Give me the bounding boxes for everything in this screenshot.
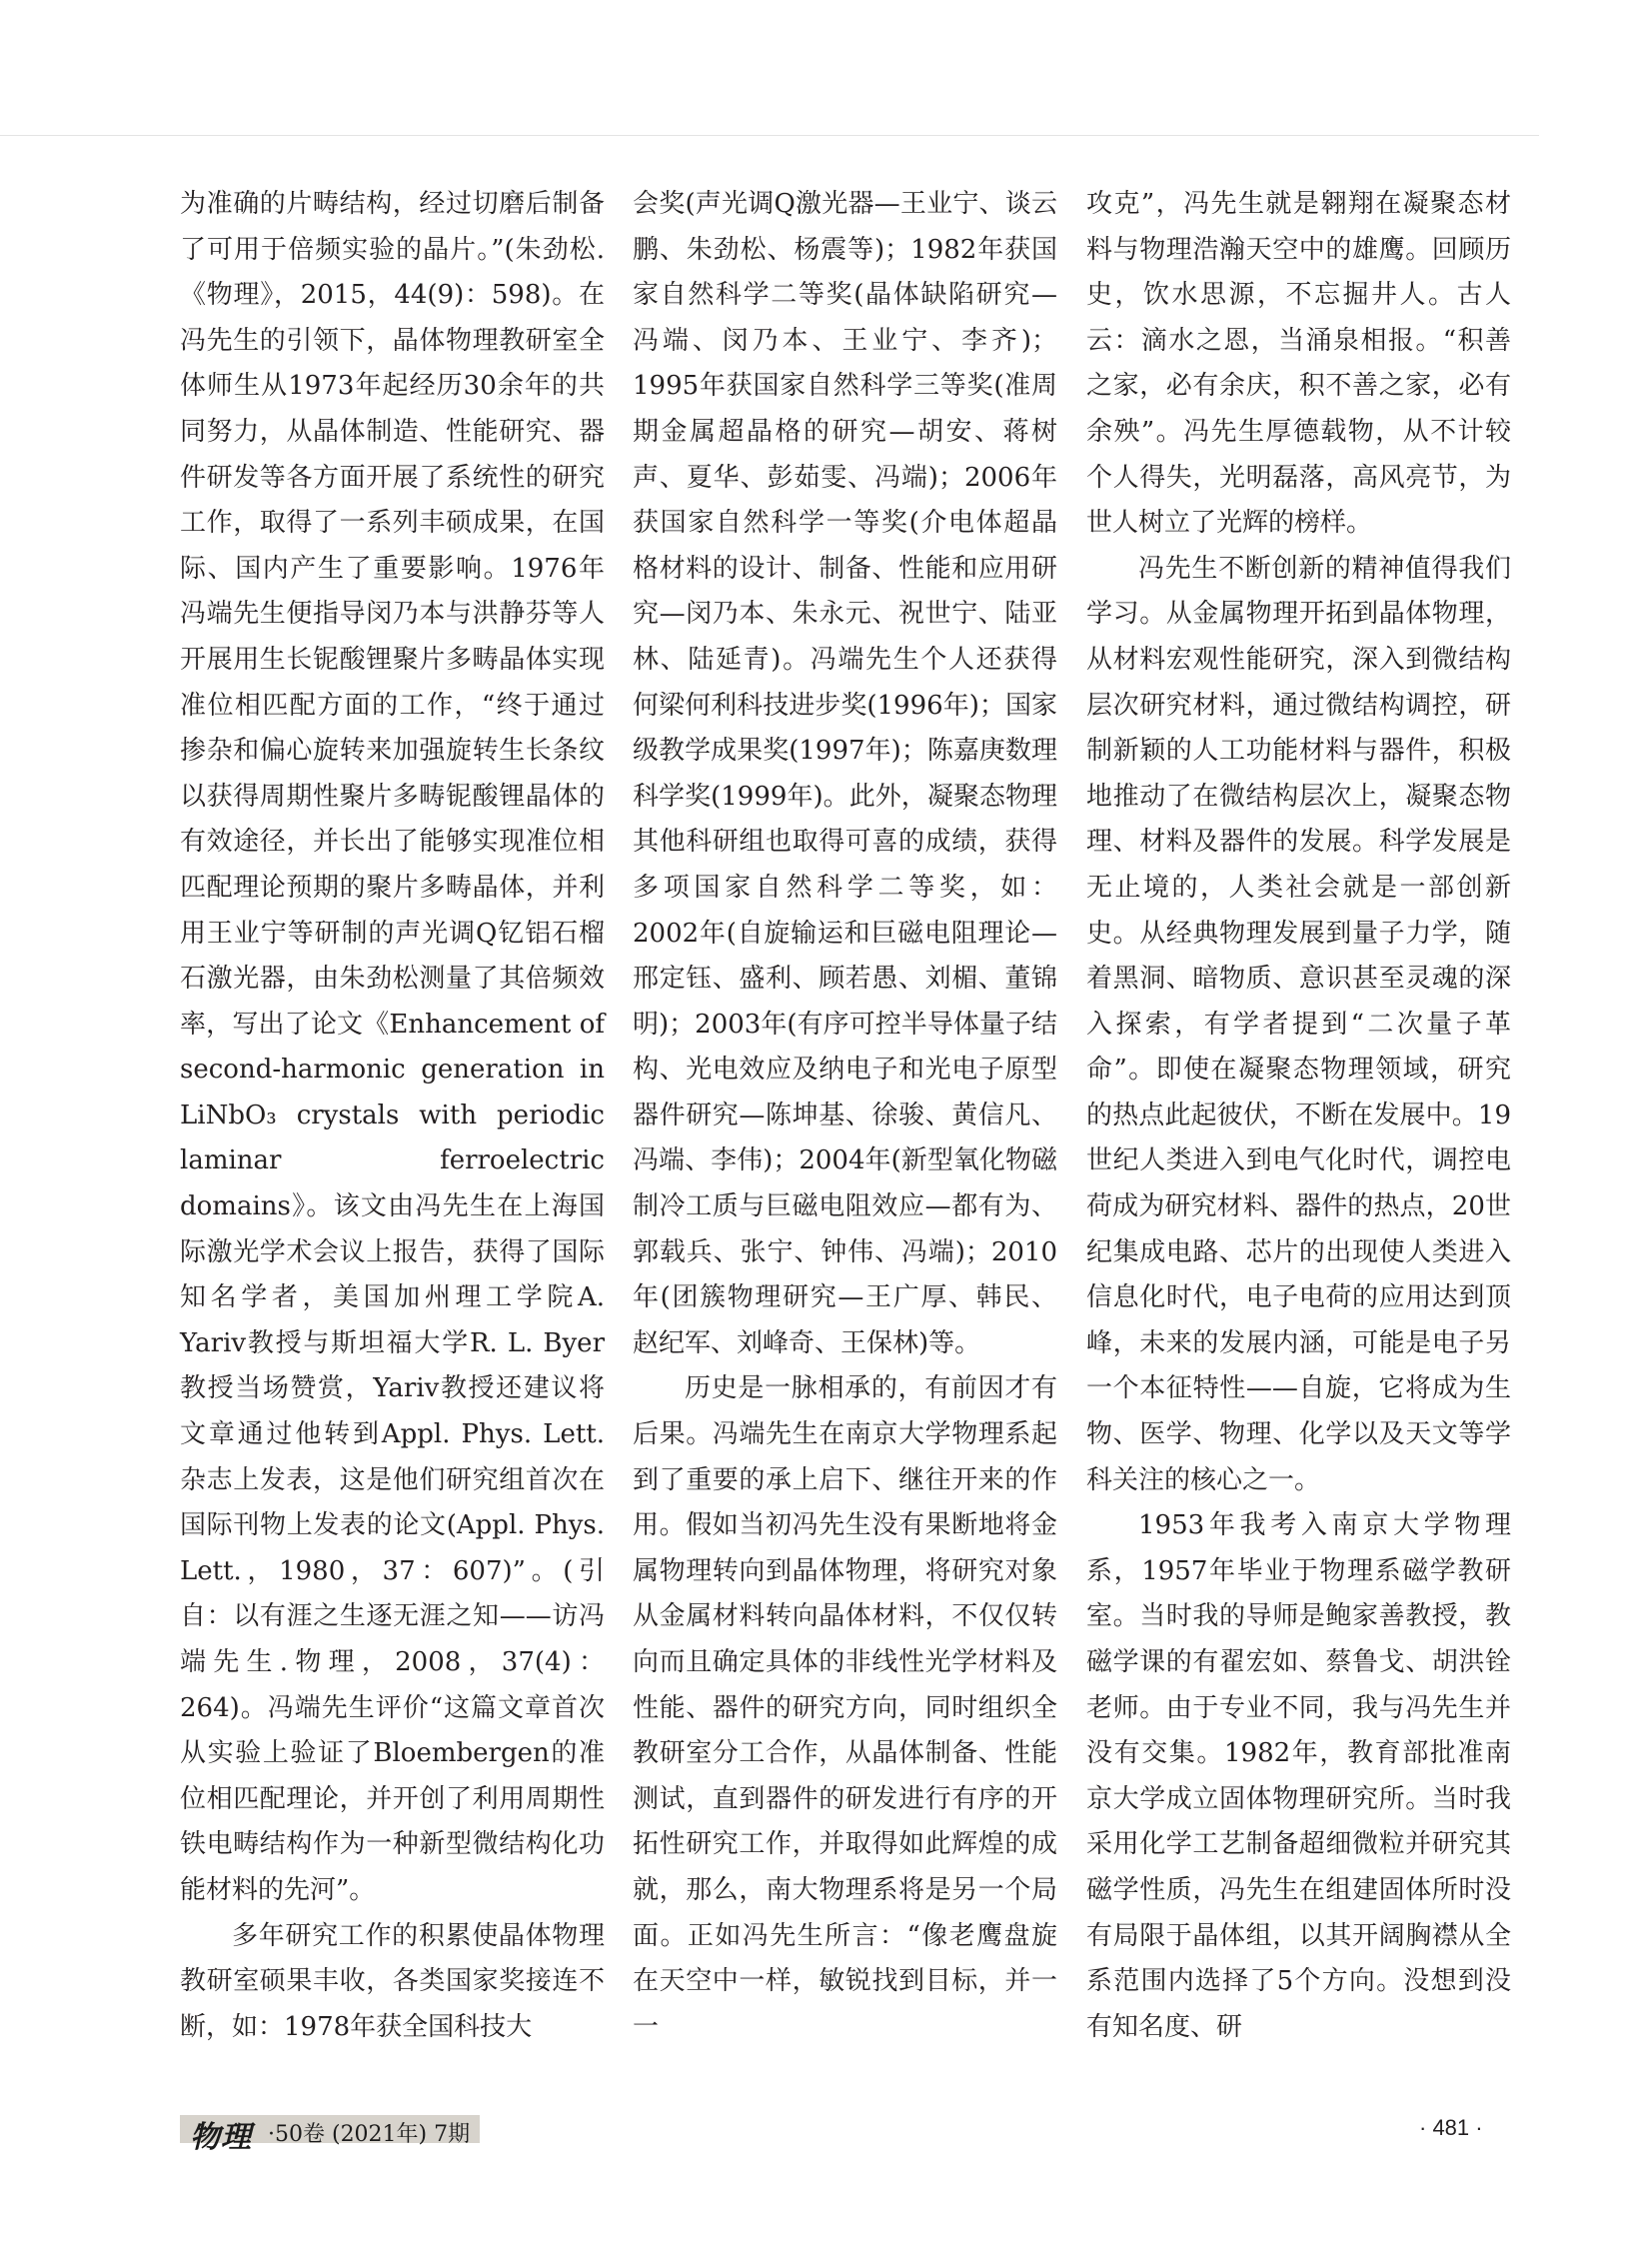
issue-info: ·50卷 (2021年) 7期: [268, 2122, 471, 2147]
page-number: · 481 ·: [1419, 2115, 1483, 2140]
text-column-1: [180, 182, 605, 2050]
paragraph: 会奖(声光调Q激光器—王业宁、谈云鹏、朱劲松、杨震等)；1982年获国家自然科学二等奖(晶体缺陷研究—冯端、闵乃本、王业宁、李齐)；1995年获国家自然科学三等奖(准周期金属超晶格的研究—胡安、蒋树声、夏华、彭茹雯、冯端)；2006年获国家自然科学一等奖(介电体超晶格材料的设计、制备、性能和应用研究—闵乃本、朱永元、祝世宁、陆亚林、陆延青)。冯端先生个人还获得何梁何利科技进步奖(1996年)；国家级教学成果奖(1997年)；陈嘉庚数理科学奖(1999年)。此外，凝聚态物理其他科研组也取得可喜的成绩，获得多项国家自然科学二等奖，如：2002年(自旋输运和巨磁电阻理论—邢定钰、盛利、顾若愚、刘楣、董锦明)；2003年(有序可控半导体量子结构、光电效应及纳电子和光电子原型器件研究—陈坤基、徐骏、黄信凡、冯端、李伟)；2004年(新型氧化物磁制冷工质与巨磁电阻效应—都有为、郭载兵、张宁、钟伟、冯端)；2010年(团簇物理研究—王广厚、韩民、赵纪军、刘峰奇、王保林)等。: [633, 189, 1057, 1358]
text-column-2: [633, 182, 1057, 2050]
text-column-3: [1086, 182, 1511, 2050]
journal-logo: 物理: [190, 2120, 252, 2155]
paragraph: 历史是一脉相承的，有前因才有后果。冯端先生在南京大学物理系起到了重要的承上启下、继往开来的作用。假如当初冯先生没有果断地将金属物理转向到晶体物理，将研究对象从金属材料转向晶体材料，不仅仅转向而且确定具体的非线性光学材料及性能、器件的研究方向，同时组织全教研室分工合作，从晶体制备、性能测试，直到器件的研发进行有序的开拓性研究工作，并取得如此辉煌的成就，那么，南大物理系将是另一个局面。正如冯先生所言：“像老鹰盘旋在天空中一样，敏锐找到目标，并一一: [633, 1373, 1057, 2042]
header-rule: [0, 135, 1539, 136]
paragraph: 冯先生不断创新的精神值得我们学习。从金属物理开拓到晶体物理，从材料宏观性能研究，深入到微结构层次研究材料，通过微结构调控，研制新颖的人工功能材料与器件，积极地推动了在微结构层次上，凝聚态物理、材料及器件的发展。科学发展是无止境的，人类社会就是一部创新史。从经典物理发展到量子力学，随着黑洞、暗物质、意识甚至灵魂的深入探索，有学者提到“二次量子革命”。即使在凝聚态物理领域，研究的热点此起彼伏，不断在发展中。19世纪人类进入到电气化时代，调控电荷成为研究材料、器件的热点，20世纪集成电路、芯片的出现使人类进入信息化时代，电子电荷的应用达到顶峰，未来的发展内涵，可能是电子另一个本征特性——自旋，它将成为生物、医学、物理、化学以及天文等学科关注的核心之一。: [1086, 553, 1511, 1495]
paragraph: 攻克”，冯先生就是翱翔在凝聚态材料与物理浩瀚天空中的雄鹰。回顾历史，饮水思源，不忘掘井人。古人云：滴水之恩，当涌泉相报。“积善之家，必有余庆，积不善之家，必有余殃”。冯先生厚德载物，从不计较个人得失，光明磊落，高风亮节，为世人树立了光辉的榜样。: [1086, 189, 1511, 539]
paragraph: 1953年我考入南京大学物理系，1957年毕业于物理系磁学教研室。当时我的导师是鲍家善教授，教磁学课的有翟宏如、蔡鲁戈、胡洪铨老师。由于专业不同，我与冯先生并没有交集。1982年，教育部批准南京大学成立固体物理研究所。当时我采用化学工艺制备超细微粒并研究其磁学性质，冯先生在组建固体所时没有局限于晶体组，以其开阔胸襟从全系范围内选择了5个方向。没想到没有知名度、研: [1086, 1510, 1511, 2042]
paragraph: 为准确的片畴结构，经过切磨后制备了可用于倍频实验的晶片。”(朱劲松.《物理》，2015，44(9)：598)。在冯先生的引领下，晶体物理教研室全体师生从1973年起经历30余年的共同努力，从晶体制造、性能研究、器件研发等各方面开展了系统性的研究工作，取得了一系列丰硕成果，在国际、国内产生了重要影响。1976年冯端先生便指导闵乃本与洪静芬等人开展用生长铌酸锂聚片多畴晶体实现准位相匹配方面的工作，“终于通过掺杂和偏心旋转来加强旋转生长条纹以获得周期性聚片多畴铌酸锂晶体的有效途径，并长出了能够实现准位相匹配理论预期的聚片多畴晶体，并利用王业宁等研制的声光调Q钇铝石榴石激光器，由朱劲松测量了其倍频效率，写出了论文《Enhancement of second-harmonic generation in LiNbO₃ crystals with periodic laminar ferroelectric domains》。该文由冯先生在上海国际激光学术会议上报告，获得了国际知名学者，美国加州理工学院A. Yariv教授与斯坦福大学R. L. Byer教授当场赞赏，Yariv教授还建议将文章通过他转到Appl. Phys. Lett.杂志上发表，这是他们研究组首次在国际刊物上发表的论文(Appl. Phys. Lett.，1980，37：607)”。(引自：以有涯之生逐无涯之知——访冯端先生.物理，2008，37(4)：264)。冯端先生评价“这篇文章首次从实验上验证了Bloembergen的准位相匹配理论，并开创了利用周期性铁电畴结构作为一种新型微结构化功能材料的先河”。: [180, 189, 605, 1905]
paragraph: 多年研究工作的积累使晶体物理教研室硕果丰收，各类国家奖接连不断，如：1978年获全国科技大: [180, 1920, 605, 2042]
